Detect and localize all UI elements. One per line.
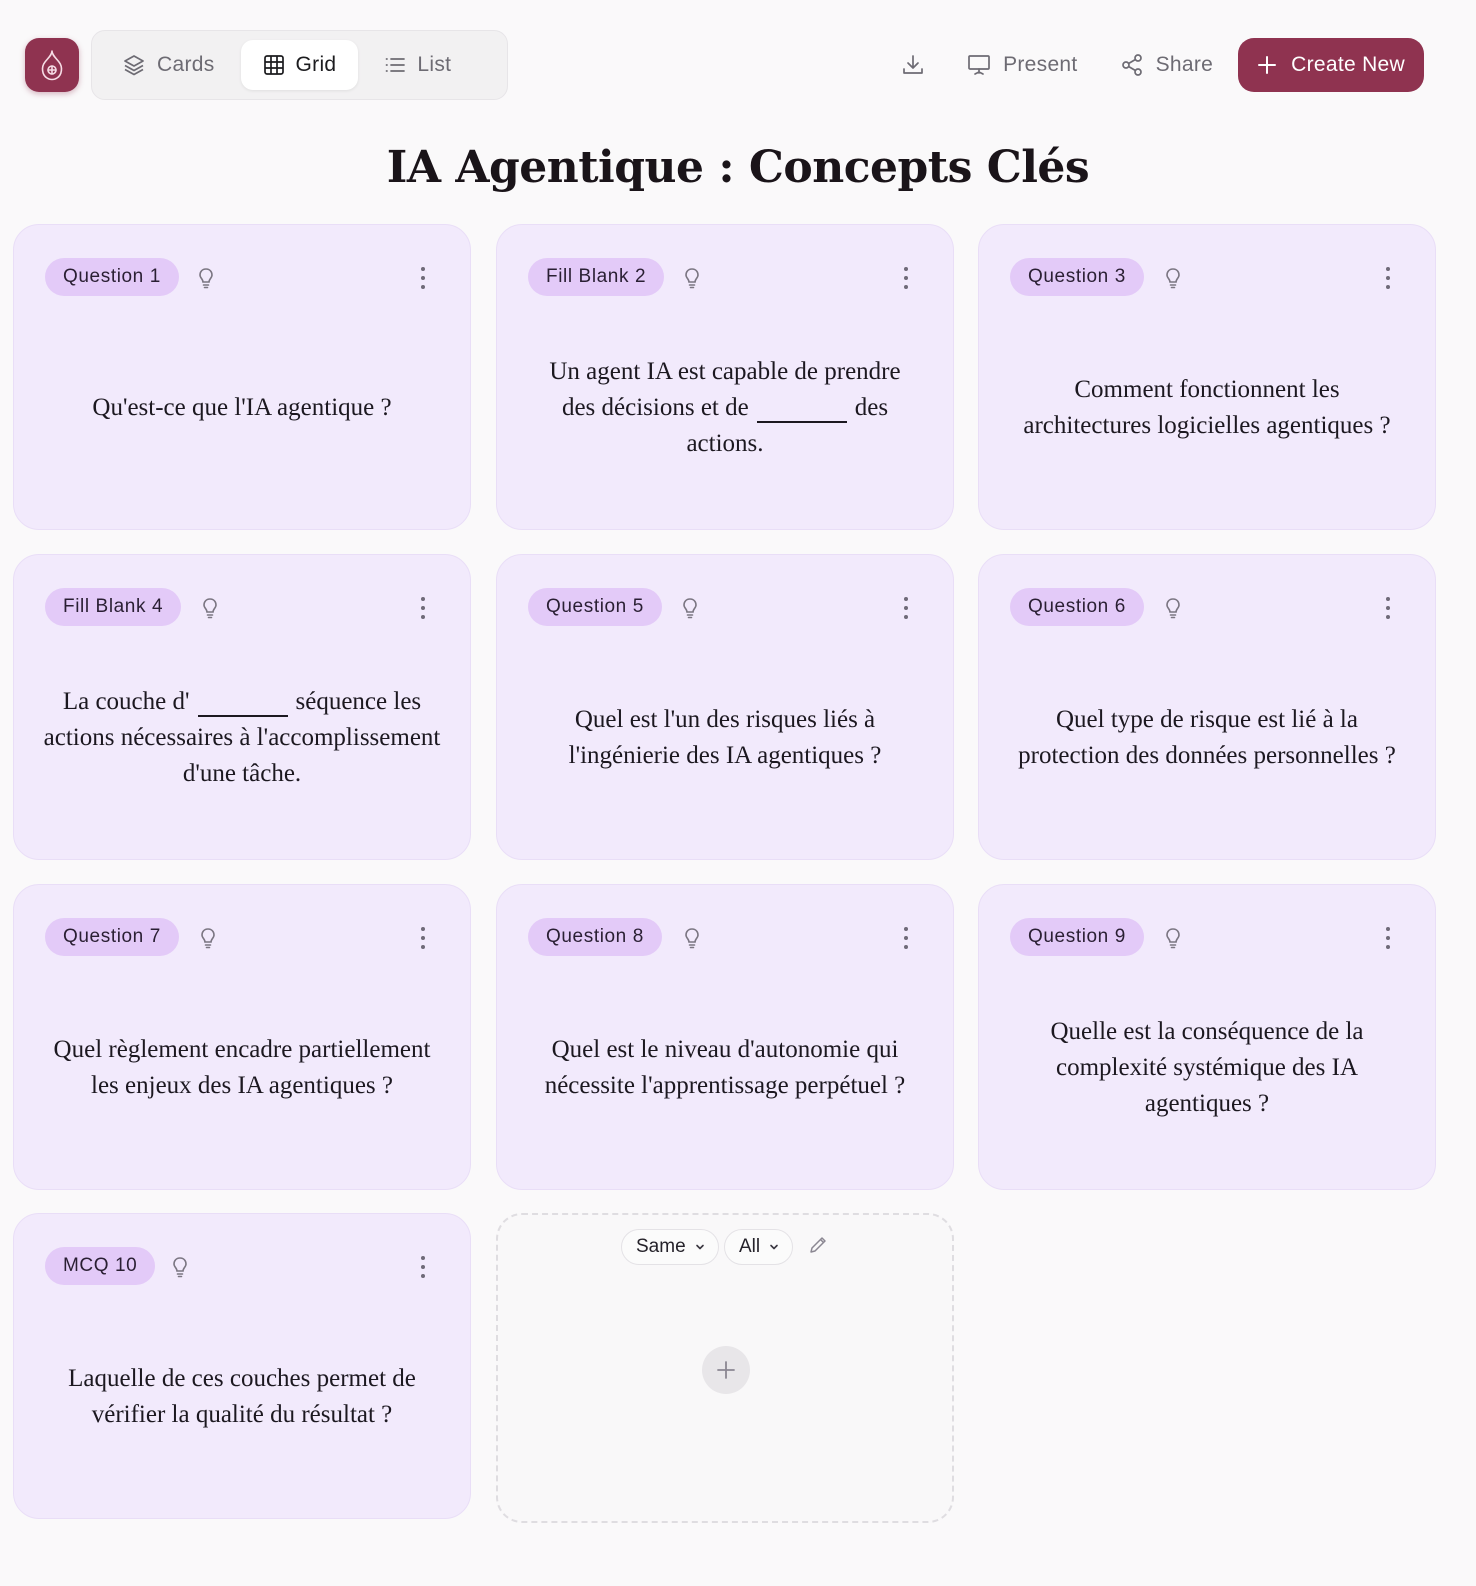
card-scope-select[interactable] bbox=[724, 1229, 793, 1265]
tab-list-label: List bbox=[417, 53, 452, 76]
card-badge: Question 8 bbox=[528, 918, 662, 956]
card-type-value: Same bbox=[636, 1236, 686, 1257]
more-options-icon[interactable] bbox=[899, 925, 913, 951]
card-question bbox=[1013, 639, 1401, 837]
card-badge: Fill Blank 2 bbox=[528, 258, 664, 296]
more-options-icon[interactable] bbox=[1381, 265, 1395, 291]
fig-logo-icon bbox=[38, 49, 66, 81]
card-badge: Fill Blank 4 bbox=[45, 588, 181, 626]
chevron-down-icon bbox=[694, 1241, 706, 1253]
lightbulb-icon[interactable] bbox=[1164, 927, 1182, 949]
flashcard[interactable] bbox=[978, 224, 1436, 530]
card-question bbox=[537, 309, 913, 507]
flashcard[interactable] bbox=[978, 884, 1436, 1190]
tab-grid-label: Grid bbox=[295, 53, 337, 76]
question-text: Quel règlement encadre partiellement les enjeux des IA agentiques ? bbox=[53, 1036, 431, 1099]
toolbar-actions bbox=[880, 38, 1424, 92]
lightbulb-icon[interactable] bbox=[683, 927, 701, 949]
card-scope-value: All bbox=[739, 1236, 761, 1257]
fill-blank bbox=[757, 399, 847, 423]
card-question bbox=[531, 639, 919, 837]
tab-grid[interactable] bbox=[241, 40, 359, 90]
view-switcher bbox=[91, 30, 508, 100]
flashcard[interactable] bbox=[496, 224, 954, 530]
lightbulb-icon[interactable] bbox=[197, 267, 215, 289]
download-button[interactable] bbox=[880, 38, 946, 92]
card-question bbox=[48, 309, 436, 507]
app-logo[interactable] bbox=[25, 38, 79, 92]
card-question bbox=[1013, 309, 1401, 507]
card-question bbox=[525, 969, 925, 1167]
card-badge: Question 3 bbox=[1010, 258, 1144, 296]
flashcard[interactable] bbox=[496, 554, 954, 860]
question-text: Qu'est-ce que l'IA agentique ? bbox=[92, 394, 392, 421]
lightbulb-icon[interactable] bbox=[199, 927, 217, 949]
card-badge: Question 1 bbox=[45, 258, 179, 296]
card-badge: Question 7 bbox=[45, 918, 179, 956]
lightbulb-icon[interactable] bbox=[681, 597, 699, 619]
more-options-icon[interactable] bbox=[416, 595, 430, 621]
more-options-icon[interactable] bbox=[899, 265, 913, 291]
question-text-before: La couche d' bbox=[62, 688, 190, 715]
more-options-icon[interactable] bbox=[416, 925, 430, 951]
present-button[interactable] bbox=[946, 38, 1098, 92]
card-badge: Question 5 bbox=[528, 588, 662, 626]
download-icon bbox=[901, 53, 925, 77]
layers-icon bbox=[122, 53, 146, 77]
presentation-icon bbox=[967, 53, 991, 77]
share-icon bbox=[1120, 53, 1144, 77]
lightbulb-icon[interactable] bbox=[683, 267, 701, 289]
card-question bbox=[1013, 969, 1401, 1167]
card-badge: Question 6 bbox=[1010, 588, 1144, 626]
card-badge: Question 9 bbox=[1010, 918, 1144, 956]
list-icon bbox=[384, 54, 406, 76]
card-question bbox=[48, 969, 436, 1167]
create-new-button[interactable] bbox=[1238, 38, 1424, 92]
card-question bbox=[42, 639, 442, 837]
lightbulb-icon[interactable] bbox=[1164, 597, 1182, 619]
flashcard[interactable] bbox=[496, 884, 954, 1190]
lightbulb-icon[interactable] bbox=[1164, 267, 1182, 289]
tab-list[interactable] bbox=[362, 40, 473, 90]
chevron-down-icon bbox=[768, 1241, 780, 1253]
question-text: Quel est le niveau d'autonomie qui nécessite l'apprentissage perpétuel ? bbox=[544, 1036, 906, 1099]
more-options-icon[interactable] bbox=[416, 1254, 430, 1280]
question-text-after: séquence les actions nécessaires à l'accomplissement d'une tâche. bbox=[43, 688, 441, 787]
fill-blank bbox=[198, 693, 288, 717]
present-label: Present bbox=[1003, 53, 1078, 76]
lightbulb-icon[interactable] bbox=[171, 1256, 189, 1278]
pencil-icon[interactable] bbox=[808, 1235, 828, 1255]
tab-cards[interactable] bbox=[100, 40, 237, 90]
more-options-icon[interactable] bbox=[1381, 925, 1395, 951]
add-card-placeholder bbox=[496, 1213, 954, 1523]
flashcard[interactable] bbox=[13, 554, 471, 860]
question-text-before: Un agent IA est capable de prendre des décisions et de bbox=[549, 358, 901, 421]
flashcard[interactable] bbox=[978, 554, 1436, 860]
share-button[interactable] bbox=[1099, 38, 1235, 92]
tab-cards-label: Cards bbox=[157, 53, 215, 76]
card-question bbox=[48, 1298, 436, 1496]
plus-icon bbox=[716, 1360, 736, 1380]
plus-icon bbox=[1257, 55, 1277, 75]
question-text: Comment fonctionnent les architectures logicielles agentiques ? bbox=[1023, 376, 1391, 439]
question-text-after: des actions. bbox=[686, 394, 889, 457]
lightbulb-icon[interactable] bbox=[201, 597, 219, 619]
card-badge: MCQ 10 bbox=[45, 1247, 155, 1285]
flashcard[interactable] bbox=[13, 1213, 471, 1519]
more-options-icon[interactable] bbox=[1381, 595, 1395, 621]
more-options-icon[interactable] bbox=[899, 595, 913, 621]
more-options-icon[interactable] bbox=[416, 265, 430, 291]
page-title: IA Agentique : Concepts Clés bbox=[386, 142, 1090, 193]
question-text: Quel type de risque est lié à la protection des données personnelles ? bbox=[1018, 706, 1396, 769]
flashcard[interactable] bbox=[13, 884, 471, 1190]
question-text: Laquelle de ces couches permet de vérifier la qualité du résultat ? bbox=[68, 1365, 416, 1428]
create-new-label: Create New bbox=[1291, 53, 1405, 76]
add-card-button[interactable] bbox=[702, 1346, 750, 1394]
question-text: Quel est l'un des risques liés à l'ingénierie des IA agentiques ? bbox=[568, 706, 882, 769]
question-text: Quelle est la conséquence de la complexité systémique des IA agentiques ? bbox=[1050, 1018, 1364, 1117]
card-type-select[interactable] bbox=[621, 1229, 719, 1265]
share-label: Share bbox=[1155, 53, 1214, 76]
grid-icon bbox=[263, 54, 285, 76]
flashcard[interactable] bbox=[13, 224, 471, 530]
